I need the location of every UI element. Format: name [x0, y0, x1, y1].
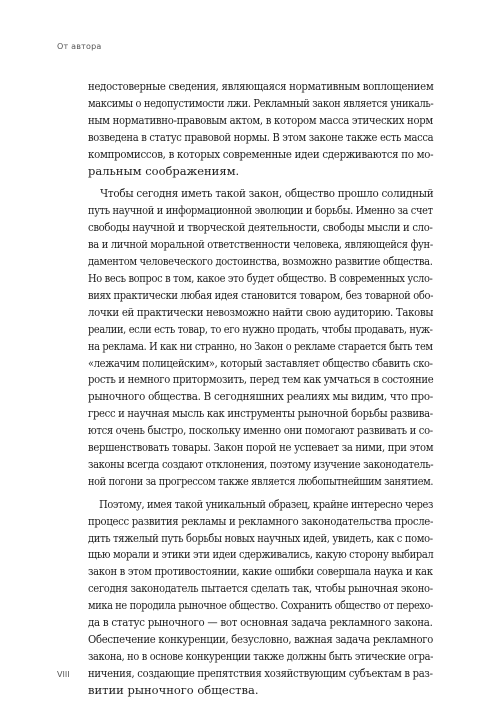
text-line: рость и немного притормозить, перед тем как умчаться в состояние	[88, 372, 434, 387]
text-line: ются очень быстро, поскольку именно они помогают развивать и со-	[88, 423, 433, 438]
text-line: дить тяжелый путь борьбы новых научных идей, увидеть, как с помо-	[88, 530, 433, 545]
text-line: сегодня законодатель пытается сделать так, чтобы рыночная эконо-	[88, 581, 433, 596]
text-line: гресс и научная мысль как инструменты рыночной борьбы развива-	[88, 406, 433, 421]
text-line: ным нормативно-правовым актом, в котором масса этических норм	[88, 112, 433, 127]
running-head: От автора	[57, 42, 102, 51]
text-line: витии рыночного общества.	[88, 682, 259, 697]
text-line: путь научной и информационной эволюции и борьбы. Именно за счет	[88, 203, 433, 218]
text-line: «лежачим полицейским», который заставляет общество сбавить ско-	[88, 355, 433, 370]
text-line: щью морали и этики эти идеи сдерживались, какую сторону выбирал	[88, 547, 434, 562]
text-line: закона, но в основе конкуренции также должны быть этические огра-	[88, 648, 434, 663]
text-line: ральным соображениям.	[88, 163, 240, 178]
text-line: на реклама. И как ни странно, но Закон о рекламе старается быть тем	[88, 338, 433, 353]
text-line: даментом человеческого достоинства, возможно развитие общества.	[88, 254, 433, 269]
text-line: Поэтому, имея такой уникальный образец, крайне интересно через	[88, 496, 434, 511]
text-line: ной погони за прогрессом также является любопытнейшим занятием.	[88, 473, 434, 488]
text-line: законы всегда создают отклонения, поэтому изучение законодатель-	[88, 456, 434, 471]
text-line: закон в этом противостоянии, какие ошибки совершала наука и как	[88, 564, 433, 579]
page-number: VIII	[57, 670, 70, 679]
text-line: Но весь вопрос в том, какое это будет общество. В современных усло-	[88, 270, 433, 285]
text-line: процесс развития рекламы и рекламного законодательства просле-	[88, 513, 434, 528]
text-line: ничения, создающие препятствия хозяйствующим субъектам в раз-	[88, 665, 433, 680]
text-line: недостоверные сведения, являющаяся нормативным воплощением	[88, 79, 434, 93]
text-line: реалии, если есть товар, то его нужно продать, чтобы продавать, нуж-	[88, 321, 433, 336]
text-line: лочки ей практически невозможно найти свою аудиторию. Таковы	[88, 304, 434, 319]
text-line: максимы о недопустимости лжи. Рекламный закон является уникаль-	[88, 95, 434, 110]
paragraph-2	[88, 185, 433, 489]
text-line: виях практически любая идея становится товаром, без товарной обо-	[88, 287, 434, 302]
text-line: мика не породила рыночное общество. Сохранить общество от перехо-	[88, 598, 433, 613]
text-line: да в статус рыночного — вот основная задача рекламного закона.	[88, 615, 433, 630]
text-line: ва и личной моральной ответственности человека, являющейся фун-	[88, 237, 433, 252]
paragraph-3	[88, 496, 433, 699]
body-text	[88, 78, 433, 705]
text-line: вершенствовать товары. Закон порой не успевает за ними, при этом	[88, 440, 434, 455]
text-line: Чтобы сегодня иметь такой закон, общество прошло солидный	[88, 186, 434, 201]
text-line: рыночного общества. В сегодняшних реалиях мы видим, что про-	[88, 389, 434, 404]
text-line: компромиссов, в которых современные идеи сдерживаются по мо-	[88, 146, 434, 161]
text-line: Обеспечение конкуренции, безусловно, важная задача рекламного	[88, 632, 434, 646]
text-line: возведена в статус правовой нормы. В этом законе также есть масса	[88, 129, 434, 144]
paragraph-1	[88, 78, 433, 179]
text-line: свободы научной и творческой деятельности, свободы мысли и сло-	[88, 220, 433, 235]
